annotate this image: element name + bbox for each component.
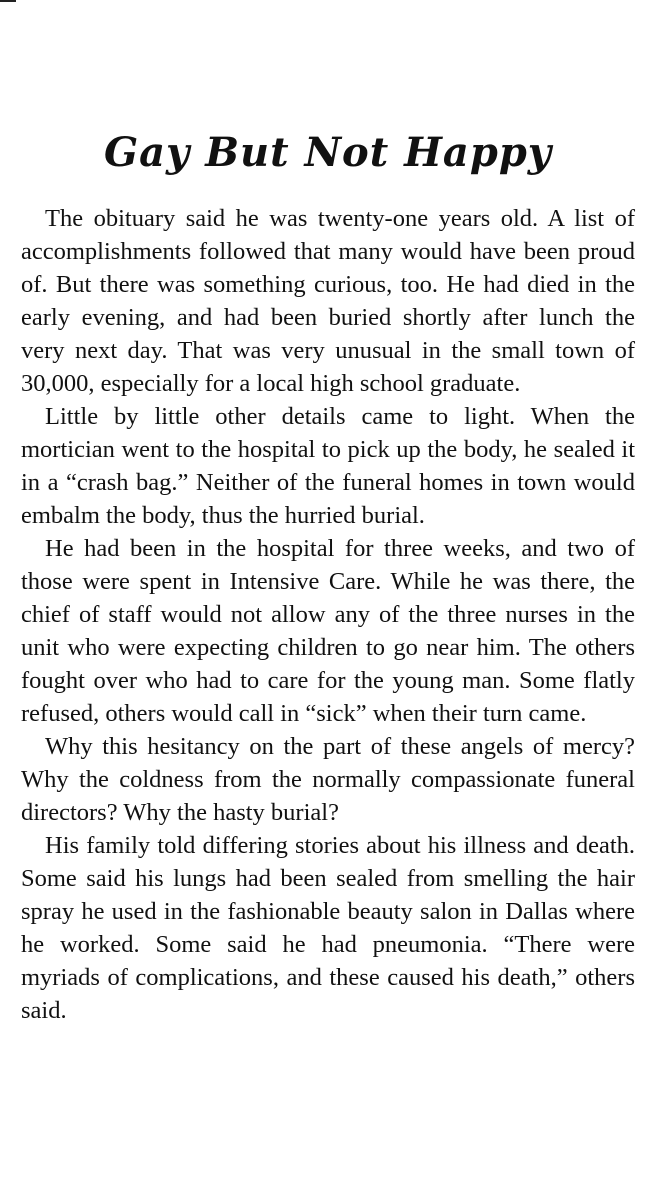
paragraph-family-stories: His family told differing stories about his illness and death. Some said his lungs had been sealed from smelling the hair spray he used in the fashionable beauty salon in Dallas where he worked. Some said he had pneumonia. “There were myriads of complications, and these caused his death,” others said. [21,832,635,1024]
scan-edge-mark [0,0,16,2]
book-page [21,128,635,1027]
chapter-title: Gay But Not Happy [103,129,553,176]
paragraph-questions: Why this hesitancy on the part of these angels of mercy? Why the coldness from the normally compassionate funeral directors? Why the hasty burial? [21,733,635,826]
paragraph-hospital: He had been in the hospital for three weeks, and two of those were spent in Intensive Care. While he was there, the chief of staff would not allow any of the three nurses in the unit who were expecting children to go near him. The others fought over who had to care for the young man. Some flatly refused, others would call in “sick” when their turn came. [21,535,635,727]
paragraph-details: Little by little other details came to light. When the mortician went to the hospital to pick up the body, he sealed it in a “crash bag.” Neither of the funeral homes in town would embalm the body, thus the hurried burial. [21,403,635,529]
paragraph-obituary: The obituary said he was twenty-one years old. A list of accomplishments followed that many would have been proud of. But there was something curious, too. He had died in the early evening, and had been buried shortly after lunch the very next day. That was very unusual in the small town of 30,000, especially for a local high school graduate. [21,205,635,397]
